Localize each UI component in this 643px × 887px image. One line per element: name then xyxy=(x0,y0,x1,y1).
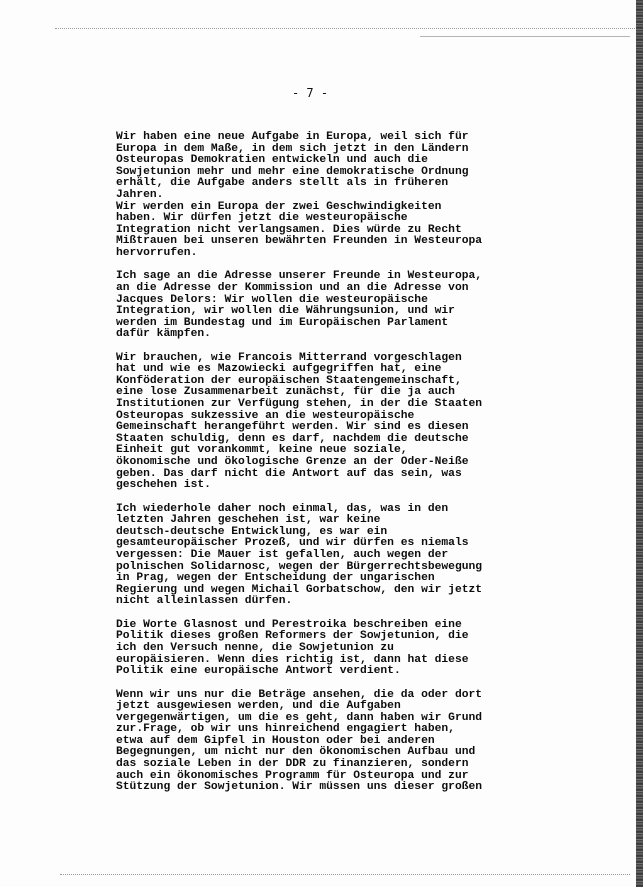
text-line: zur.Frage, ob wir uns hinreichend engagiert haben, xyxy=(116,723,455,736)
text-line: Ich sage an die Adresse unserer Freunde in Westeuropa, xyxy=(116,270,483,283)
text-line: haben. Wir dürfen jetzt die westeuropäische xyxy=(116,212,408,225)
text-line: eine lose Zusammenarbeit zunächst, für die ja auch xyxy=(116,386,455,399)
text-line: Ich wiederhole daher noch einmal, das, was in den xyxy=(116,502,449,515)
text-line: an die Adresse der Kommission und an die Adresse von xyxy=(116,281,469,294)
text-line: Wir werden ein Europa der zwei Geschwindigkeiten xyxy=(116,200,442,213)
text-line: Wir haben eine neue Aufgabe in Europa, weil sich für xyxy=(116,131,469,143)
text-line: Begegnungen, um nicht nur den ökonomischen Aufbau und xyxy=(116,746,476,759)
text-line: Stützung der Sowjetunion. Wir müssen uns dieser großen xyxy=(116,781,483,794)
text-line: Integration nicht verlangsamen. Dies würde zu Recht xyxy=(116,223,462,236)
paragraph xyxy=(116,353,596,492)
text-line: nicht alleinlassen dürfen. xyxy=(116,595,293,608)
text-line: Konföderation der europäischen Staatengemeinschaft, xyxy=(116,374,462,387)
text-line: jetzt ausgewiesen werden, und die Aufgaben xyxy=(116,700,401,713)
text-line: Wir brauchen, wie Francois Mitterrand vorgeschlagen xyxy=(116,351,462,364)
text-line: geben. Das darf nicht die Antwort auf das sein, was xyxy=(116,467,462,480)
paragraph xyxy=(116,271,596,341)
text-line: ökonomische und ökologische Grenze an der Oder-Neiße xyxy=(116,456,469,469)
paragraph xyxy=(116,620,596,678)
text-line: Wenn wir uns nur die Beträge ansehen, die da oder dort xyxy=(116,688,483,701)
text-line: europäisieren. Wenn dies richtig ist, dann hat diese xyxy=(116,653,469,666)
text-line: Europa in dem Maße, in dem sich jetzt in den Ländern xyxy=(116,142,469,155)
text-line: Institutionen zur Verfügung stehen, in der die Staaten xyxy=(116,398,483,411)
text-line: hervorrufen. xyxy=(116,246,198,259)
text-line: geschehen ist. xyxy=(116,479,211,492)
text-line: Politik eine europäische Antwort verdient. xyxy=(116,665,401,678)
text-line: Integration, wir wollen die Währungsunion, und wir xyxy=(116,305,455,318)
text-line: vergessen: Die Mauer ist gefallen, auch wegen der xyxy=(116,548,449,561)
text-line: Jacques Delors: Wir wollen die westeuropäische xyxy=(116,293,428,306)
scan-edge-top-secondary xyxy=(420,36,630,37)
text-line: Einheit gut vorankommt, keine neue soziale, xyxy=(116,444,408,457)
scan-edge-bottom xyxy=(60,874,630,875)
text-line: Die Worte Glasnost und Perestroika beschreiben eine xyxy=(116,618,462,631)
page-number: - 7 - xyxy=(291,86,329,100)
body-text xyxy=(116,132,596,806)
text-line: hat und wie es Mazowiecki aufgegriffen hat, eine xyxy=(116,363,442,376)
text-line: erhält, die Aufgabe anders stellt als in früheren xyxy=(116,177,449,190)
text-line: werden im Bundestag und im Europäischen Parlament xyxy=(116,316,449,329)
text-line: vergegenwärtigen, um die es geht, dann haben wir Grund xyxy=(116,711,483,724)
text-line: Regierung und wegen Michail Gorbatschow, den wir jetzt xyxy=(116,583,483,596)
text-line: dafür kämpfen. xyxy=(116,328,211,341)
text-line: Jahren. xyxy=(116,188,164,201)
text-line: ich den Versuch nenne, die Sowjetunion zu xyxy=(116,641,394,654)
paragraph xyxy=(116,504,596,608)
text-line: Osteuropas sukzessive an die westeuropäische xyxy=(116,409,415,422)
scan-edge-right xyxy=(636,0,643,887)
text-line: in Prag, wegen der Entscheidung der ungarischen xyxy=(116,572,435,585)
scan-edge-top xyxy=(55,28,635,29)
text-line: Osteuropas Demokratien entwickeln und auch die xyxy=(116,154,428,167)
paragraph xyxy=(116,132,596,260)
text-line: gesamteuropäischer Prozeß, und wir dürfen es niemals xyxy=(116,537,469,550)
text-line: deutsch-deutsche Entwicklung, es war ein xyxy=(116,525,388,538)
text-line: Gemeinschaft herangeführt werden. Wir sind es diesen xyxy=(116,421,469,434)
text-line: auch ein ökonomisches Programm für Osteuropa und zur xyxy=(116,769,469,782)
text-line: polnischen Solidarnosc, wegen der Bürgerrechtsbewegung xyxy=(116,560,483,573)
text-line: das soziale Leben in der DDR zu finanzieren, sondern xyxy=(116,758,469,771)
text-line: Staaten schuldig, denn es darf, nachdem die deutsche xyxy=(116,432,469,445)
text-line: Politik dieses großen Reformers der Sowjetunion, die xyxy=(116,630,469,643)
text-line: Sowjetunion mehr und mehr eine demokratische Ordnung xyxy=(116,165,469,178)
paragraph xyxy=(116,690,596,794)
text-line: etwa auf dem Gipfel in Houston oder bei anderen xyxy=(116,734,435,747)
text-line: letzten Jahren geschehen ist, war keine xyxy=(116,514,381,527)
text-line: Mißtrauen bei unseren bewährten Freunden in Westeuropa xyxy=(116,235,483,248)
